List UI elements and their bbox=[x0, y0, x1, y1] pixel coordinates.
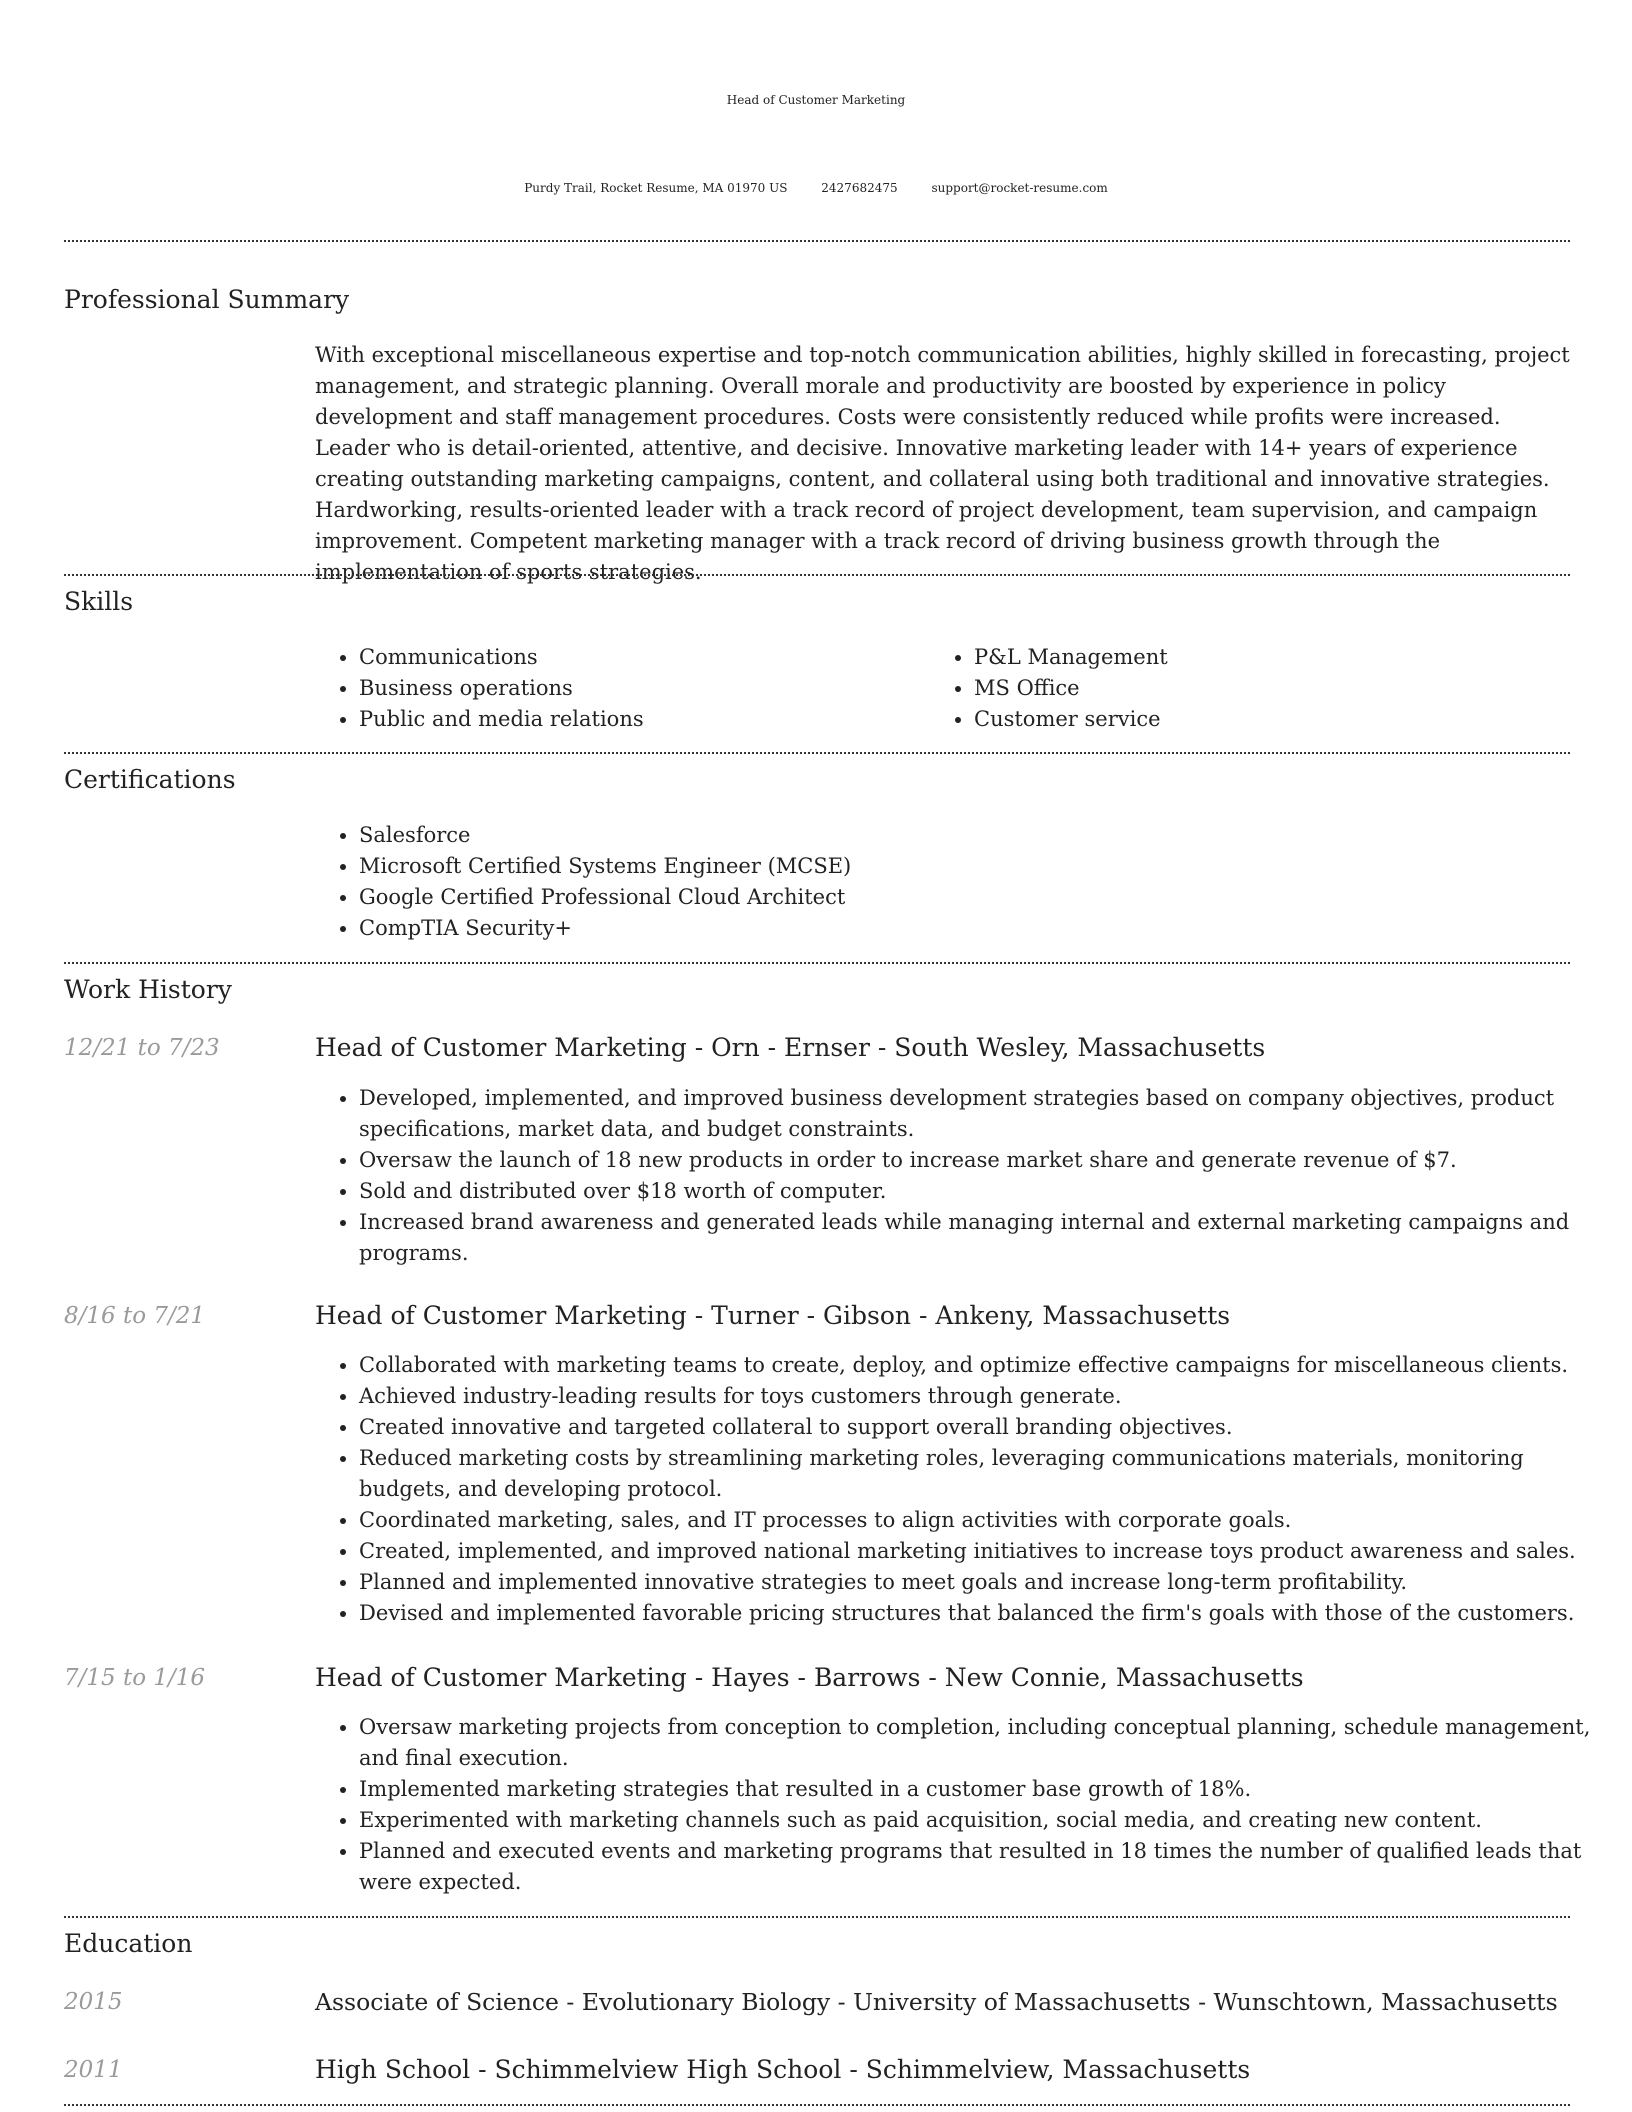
section-title-work: Work History bbox=[64, 975, 232, 1004]
job-heading: Head of Customer Marketing - Orn - Ernser - South Wesley, Massachusetts bbox=[315, 1033, 1266, 1062]
job-bullet: • Planned and implemented innovative strategies to meet goals and increase long-term profitability. bbox=[359, 1567, 1615, 1598]
contact-line bbox=[0, 172, 1632, 204]
job-bullet: • Achieved industry-leading results for toys customers through generate. bbox=[359, 1381, 1615, 1412]
job-bullet: • Increased brand awareness and generated leads while managing internal and external marketing campaigns and programs. bbox=[359, 1207, 1615, 1269]
job-bullet: • Implemented marketing strategies that resulted in a customer base growth of 18%. bbox=[359, 1774, 1615, 1805]
job-dates: 12/21 to 7/23 bbox=[64, 1035, 220, 1061]
job-bullet: • Reduced marketing costs by streamlining marketing roles, leveraging communications materials, monitoring budgets, and developing protocol. bbox=[359, 1443, 1615, 1505]
job-bullet: • Sold and distributed over $18 worth of computer. bbox=[359, 1176, 1615, 1207]
job-bullet: • Created, implemented, and improved national marketing initiatives to increase toys product awareness and sales. bbox=[359, 1536, 1615, 1567]
job-bullet: • Oversaw the launch of 18 new products in order to increase market share and generate revenue of $7. bbox=[359, 1145, 1615, 1176]
skill-item: • Public and media relations bbox=[359, 704, 919, 735]
job-bullet: • Coordinated marketing, sales, and IT processes to align activities with corporate goals. bbox=[359, 1505, 1615, 1536]
education-year: 2011 bbox=[64, 2057, 123, 2083]
job-bullet: • Developed, implemented, and improved business development strategies based on company objectives, product specifications, market data, and budget constraints. bbox=[359, 1083, 1615, 1145]
divider bbox=[64, 574, 1570, 576]
certification-item: • CompTIA Security+ bbox=[359, 913, 1615, 944]
divider bbox=[64, 2104, 1570, 2106]
section-title-certifications: Certifications bbox=[64, 765, 236, 794]
skills-list-right bbox=[930, 642, 1534, 735]
education-heading: High School - Schimmelview High School - Schimmelview, Massachusetts bbox=[315, 2055, 1251, 2084]
certifications-list bbox=[315, 820, 1615, 944]
job-bullet: • Oversaw marketing projects from conception to completion, including conceptual planning, schedule management, and final execution. bbox=[359, 1712, 1615, 1774]
certification-item: • Google Certified Professional Cloud Architect bbox=[359, 882, 1615, 913]
skill-item: • P&L Management bbox=[974, 642, 1534, 673]
section-title-summary: Professional Summary bbox=[64, 285, 350, 314]
divider bbox=[64, 1916, 1570, 1918]
candidate-name: Head of Customer Marketing bbox=[726, 93, 906, 107]
job-heading: Head of Customer Marketing - Hayes - Barrows - New Connie, Massachusetts bbox=[315, 1663, 1304, 1692]
job-dates: 7/15 to 1/16 bbox=[64, 1665, 206, 1691]
skills-list-left bbox=[315, 642, 919, 735]
certification-item: • Salesforce bbox=[359, 820, 1615, 851]
job-bullets bbox=[315, 1083, 1615, 1269]
divider bbox=[64, 752, 1570, 754]
job-dates: 8/16 to 7/21 bbox=[64, 1303, 206, 1329]
job-bullet: • Experimented with marketing channels such as paid acquisition, social media, and creating new content. bbox=[359, 1805, 1615, 1836]
job-bullet: • Collaborated with marketing teams to create, deploy, and optimize effective campaigns for miscellaneous clients. bbox=[359, 1350, 1615, 1381]
section-title-skills: Skills bbox=[64, 587, 134, 616]
skill-item: • Business operations bbox=[359, 673, 919, 704]
summary-text: With exceptional miscellaneous expertise and top-notch communication abilities, highly skilled in forecasting, project management, and strategic planning. Overall morale and productivity are boosted by experience in policy development and staff management procedures. Costs were consistently reduced while profits were increased. Leader who is detail-oriented, attentive, and decisive. Innovative marketing leader with 14+ years of experience creating outstanding marketing campaigns, content, and collateral using both traditional and innovative strategies. Hardworking, results-oriented leader with a track record of project development, team supervision, and campaign improvement. Competent marketing manager with a track record of driving business growth through the implementation of sports strategies. bbox=[315, 343, 1570, 584]
divider bbox=[64, 240, 1570, 242]
section-title-education: Education bbox=[64, 1929, 193, 1958]
job-heading: Head of Customer Marketing - Turner - Gibson - Ankeny, Massachusetts bbox=[315, 1301, 1231, 1330]
job-bullets bbox=[315, 1712, 1615, 1898]
job-bullets bbox=[315, 1350, 1615, 1629]
contact-email: support@rocket-resume.com bbox=[931, 181, 1108, 195]
education-heading: Associate of Science - Evolutionary Biology - University of Massachusetts - Wunschtown, Massachusetts bbox=[315, 1988, 1558, 2016]
certification-item: • Microsoft Certified Systems Engineer (MCSE) bbox=[359, 851, 1615, 882]
skill-item: • Customer service bbox=[974, 704, 1534, 735]
contact-phone: 2427682475 bbox=[821, 181, 898, 195]
contact-address: Purdy Trail, Rocket Resume, MA 01970 US bbox=[524, 181, 788, 195]
skill-item: • MS Office bbox=[974, 673, 1534, 704]
education-year: 2015 bbox=[64, 1989, 123, 2015]
job-bullet: • Planned and executed events and marketing programs that resulted in 18 times the number of qualified leads that were expected. bbox=[359, 1836, 1615, 1898]
job-bullet: • Devised and implemented favorable pricing structures that balanced the firm's goals with those of the customers. bbox=[359, 1598, 1615, 1629]
job-bullet: • Created innovative and targeted collateral to support overall branding objectives. bbox=[359, 1412, 1615, 1443]
divider bbox=[64, 962, 1570, 964]
skill-item: • Communications bbox=[359, 642, 919, 673]
